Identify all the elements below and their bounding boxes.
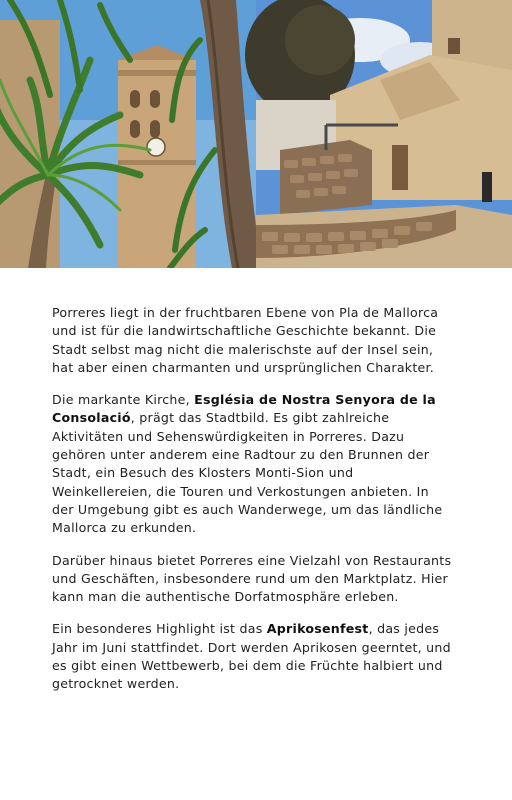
paragraph-festival-text: , das jedes Jahr im Juni stattfindet. Dort werden Aprikosen geerntet, und es gibt einen Wettbewerb, bei dem die Früchte halbiert und getrocknet werden. [52,621,451,692]
paragraph-intro [52,304,452,377]
stone-well-photo [245,0,512,268]
paragraph-festival [52,620,452,693]
article-body [0,268,512,694]
paragraph-church-text: , prägt das Stadtbild. Es gibt zahlreiche Aktivitäten und Sehenswürdigkeiten in Porreres. Dazu gehören unter anderem eine Radtour zu den Brunnen der Stadt, ein Besuch des Klosters Monti-Sion und Weinkellereien, die Touren und Verkostungen anbieten. In der Umgebung gibt es auch Wanderwege, um das ländliche Mallorca zu erkunden. [52,410,443,536]
festival-name: Aprikosenfest [266,621,369,637]
hero-image-collage [0,0,512,268]
church-name: Església de Nostra Senyora de la Consolació [52,392,436,426]
church-tower-photo [0,0,262,268]
paragraph-festival-lead: Ein besonderes Highlight ist das [52,621,267,637]
paragraph-church [52,391,452,537]
paragraph-intro-text: Porreres liegt in der fruchtbaren Ebene von Pla de Mallorca und ist für die landwirtschaftliche Geschichte bekannt. Die Stadt selbst mag nicht die malerischste auf der Insel sein, hat aber einen charmanten und ursprünglichen Charakter. [52,305,439,375]
paragraph-church-lead: Die markante Kirche, [52,392,195,408]
paragraph-restaurants [52,552,452,607]
paragraph-restaurants-text: Darüber hinaus bietet Porreres eine Vielzahl von Restaurants und Geschäften, insbesondere rund um den Marktplatz. Hier kann man die authentische Dorfatmosphäre erleben. [52,552,452,605]
